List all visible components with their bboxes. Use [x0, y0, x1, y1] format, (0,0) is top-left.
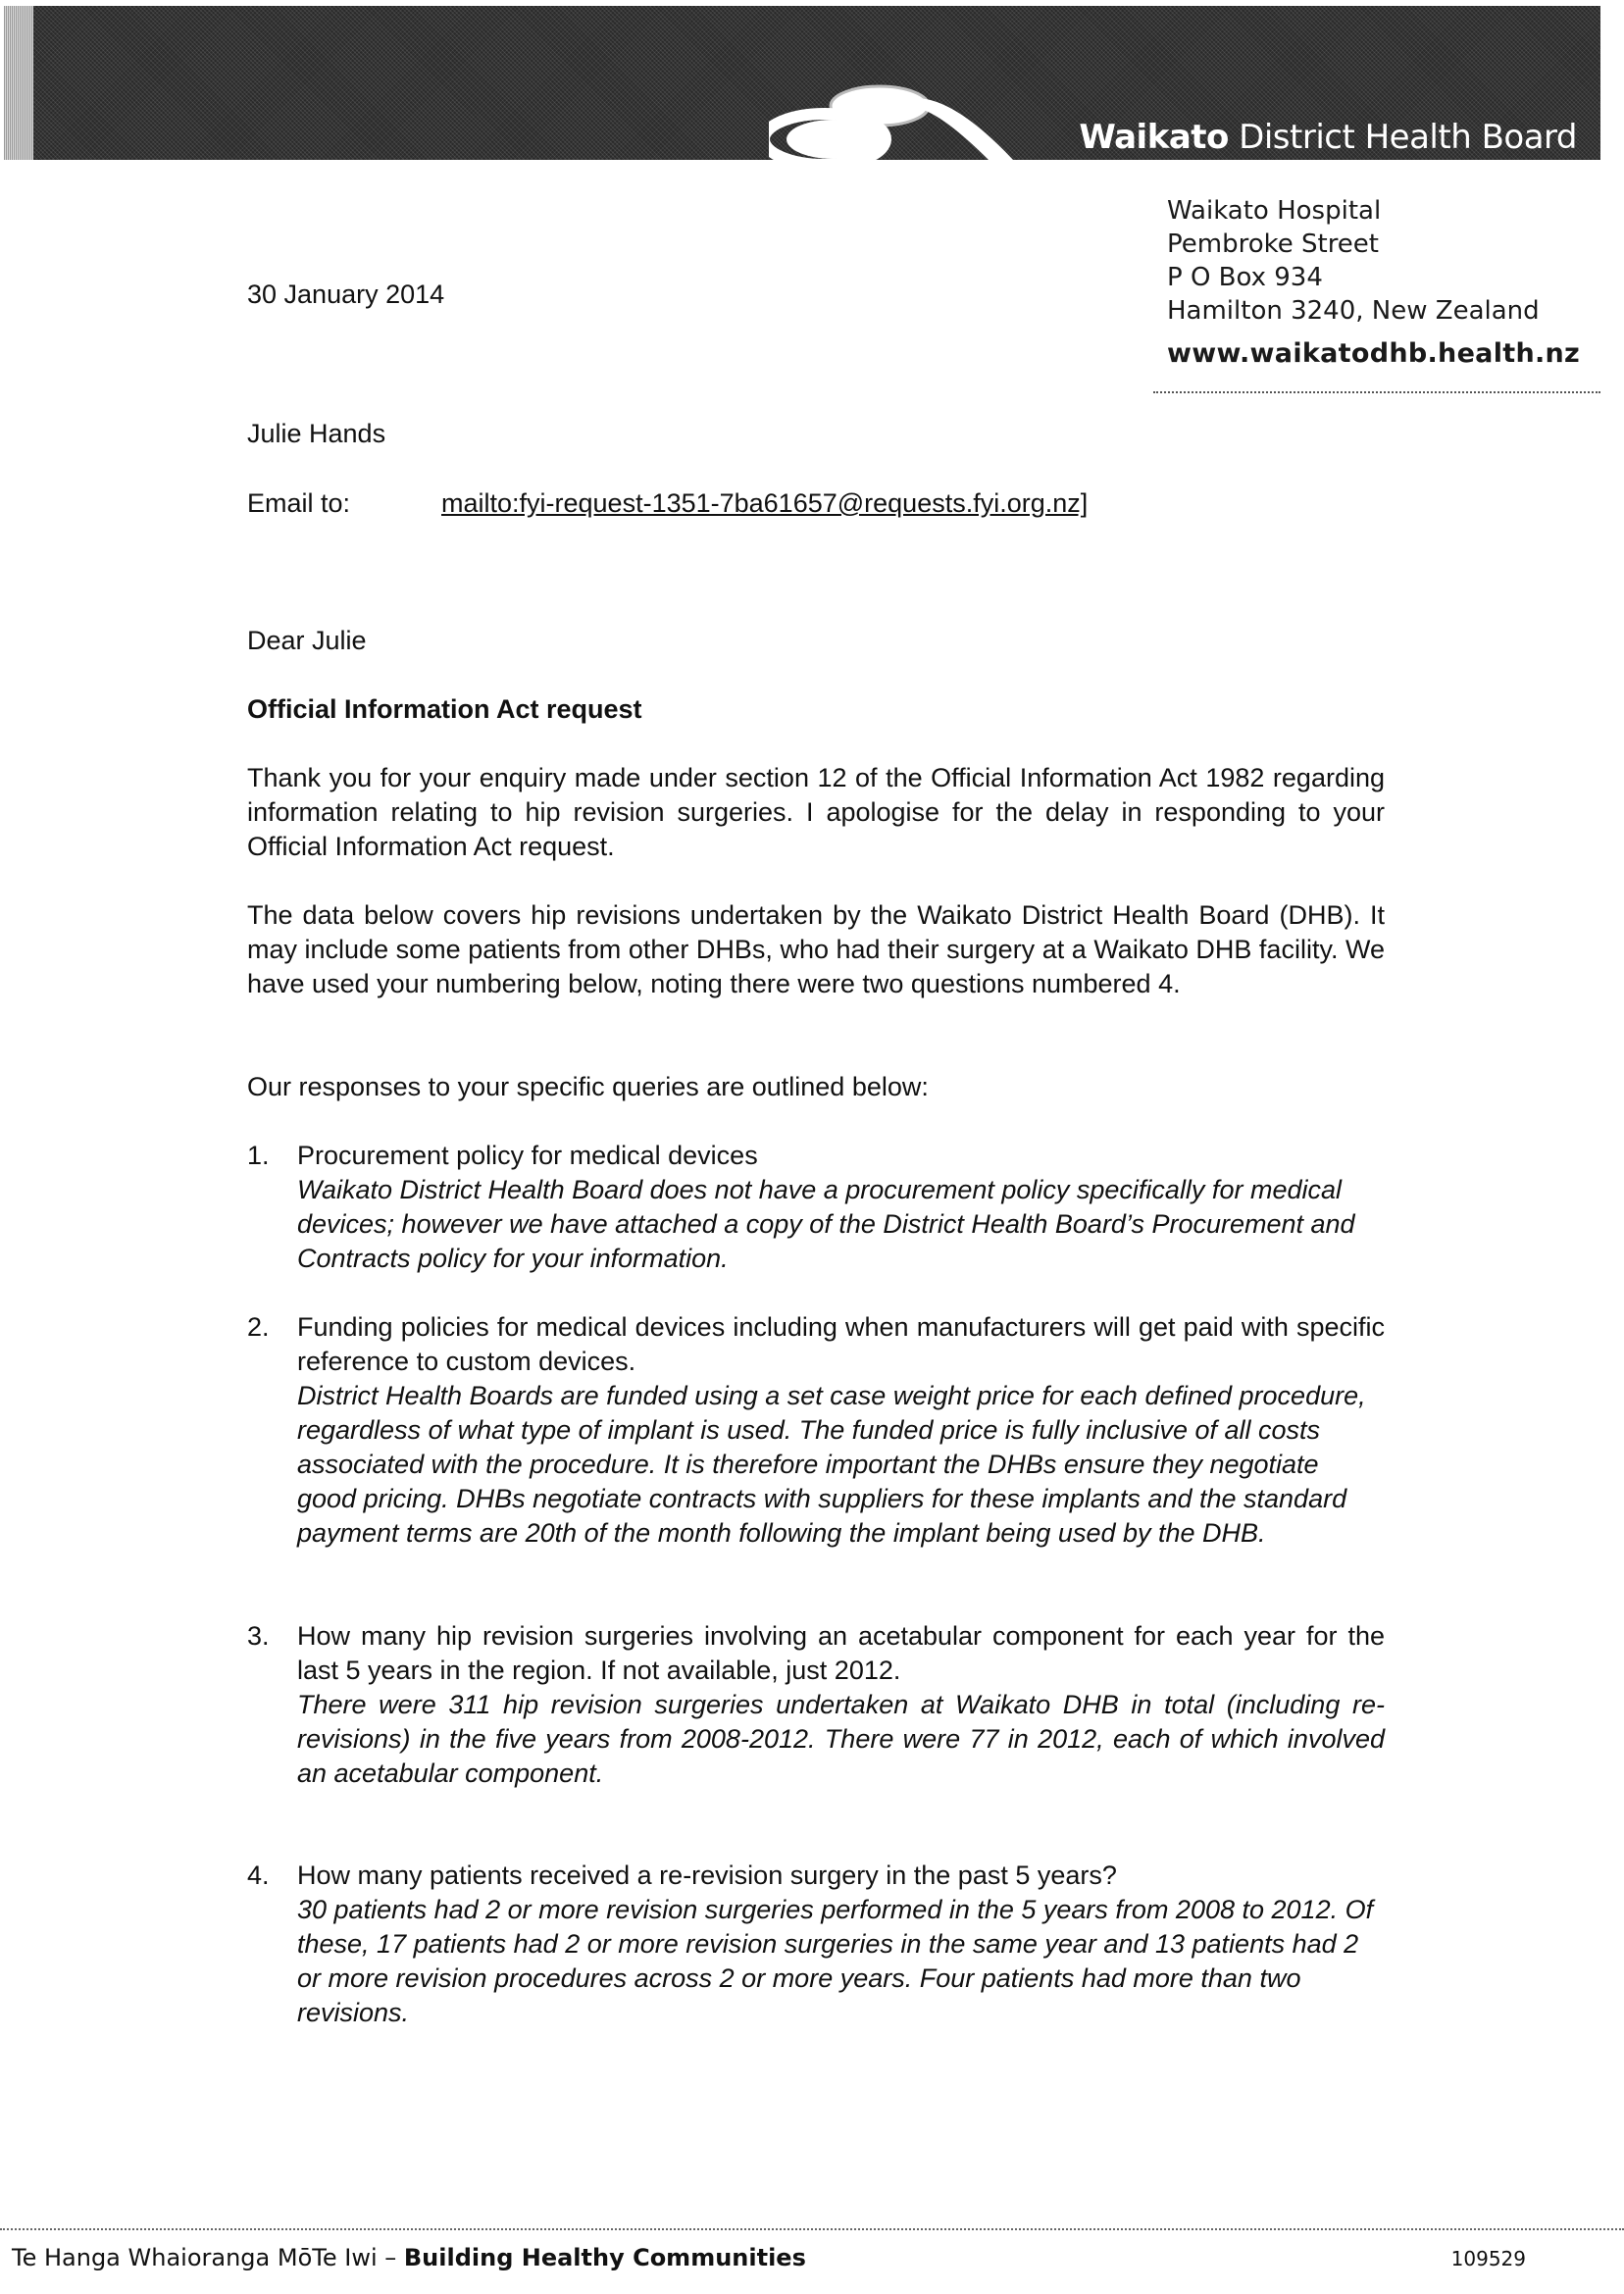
org-name-bold: Waikato [1079, 118, 1229, 157]
item-answer: Waikato District Health Board does not have a procurement policy specifically for medical devices; however we have attached a copy of the District Health Board’s Procurement and Contracts policy for your information. [297, 1175, 1355, 1273]
banner-edge [4, 6, 33, 160]
item-answer: 30 patients had 2 or more revision surgeries performed in the 5 years from 2008 to 2012. Of these, 17 patients had 2 or more revision surgeries in the same year and 13 patients had 2 or more revision procedures across 2 or more years. Four patients had more than two revisions. [297, 1895, 1374, 2027]
response-item-3 [247, 1619, 1385, 1791]
letterhead-banner [4, 6, 1600, 160]
item-number: 4. [247, 1861, 270, 1890]
responses-intro: Our responses to your specific queries are outlined below: [247, 1072, 929, 1101]
intro-paragraph: Thank you for your enquiry made under section 12 of the Official Information Act 1982 regarding information relating to hip revision surgeries. I apologise for the delay in responding to your Official Information Act request. [247, 763, 1385, 861]
data-scope-paragraph: The data below covers hip revisions undertaken by the Waikato District Health Board (DHB). It may include some patients from other DHBs, who had their surgery at a Waikato DHB facility. We have used your numbering below, noting there were two questions numbered 4. [247, 900, 1385, 998]
item-answer: District Health Boards are funded using a set case weight price for each defined procedure, regardless of what type of implant is used. The funded price is fully inclusive of all costs associated with the procedure. It is therefore important the DHBs ensure they negotiate good pricing. DHBs negotiate contracts with suppliers for these implants and the standard payment terms are 20th of the month following the implant being used by the DHB. [297, 1381, 1366, 1548]
item-number: 1. [247, 1141, 270, 1170]
recipient-name: Julie Hands [247, 419, 386, 448]
item-number: 2. [247, 1312, 270, 1342]
website-link[interactable]: www.waikatodhb.health.nz [1167, 338, 1581, 369]
response-item-2 [247, 1310, 1385, 1551]
motto-english: Building Healthy Communities [403, 2244, 806, 2271]
email-label: Email to: [247, 488, 351, 518]
response-item-1 [247, 1139, 1385, 1276]
address-line-4: Hamilton 3240, New Zealand [1167, 296, 1540, 326]
response-item-4 [247, 1859, 1385, 2030]
address-line-2: Pembroke Street [1167, 229, 1379, 259]
item-question: Procurement policy for medical devices [297, 1141, 758, 1170]
item-question: How many patients received a re-revision surgery in the past 5 years? [297, 1861, 1117, 1890]
item-question: How many hip revision surgeries involving an acetabular component for each year for the last 5 years in the region. If not available, just 2012. [297, 1621, 1385, 1685]
item-answer: There were 311 hip revision surgeries undertaken at Waikato DHB in total (including re-revisions) in the five years from 2008-2012. There were 77 in 2012, each of which involved an acetabular component. [297, 1690, 1385, 1788]
footer-divider [0, 2228, 1624, 2230]
email-address-link[interactable]: mailto:fyi-request-1351-7ba61657@requests.fyi.org.nz] [441, 488, 1089, 518]
address-divider [1153, 391, 1600, 393]
letter-date: 30 January 2014 [247, 280, 445, 309]
motto-maori: Te Hanga Whaioranga MōTe Iwi – [12, 2244, 404, 2271]
document-code: 109529 [1450, 2247, 1526, 2270]
address-block [1167, 194, 1580, 371]
org-name-rest: District Health Board [1228, 118, 1577, 157]
address-line-3: P O Box 934 [1167, 263, 1323, 292]
address-line-1: Waikato Hospital [1167, 196, 1382, 226]
waikato-dhb-logo-icon [769, 63, 1102, 161]
org-name [1079, 118, 1577, 157]
item-number: 3. [247, 1621, 270, 1651]
footer-motto [12, 2243, 806, 2272]
subject-heading: Official Information Act request [247, 694, 642, 724]
salutation: Dear Julie [247, 626, 367, 655]
item-question: Funding policies for medical devices including when manufacturers will get paid with specific reference to custom devices. [297, 1312, 1385, 1376]
